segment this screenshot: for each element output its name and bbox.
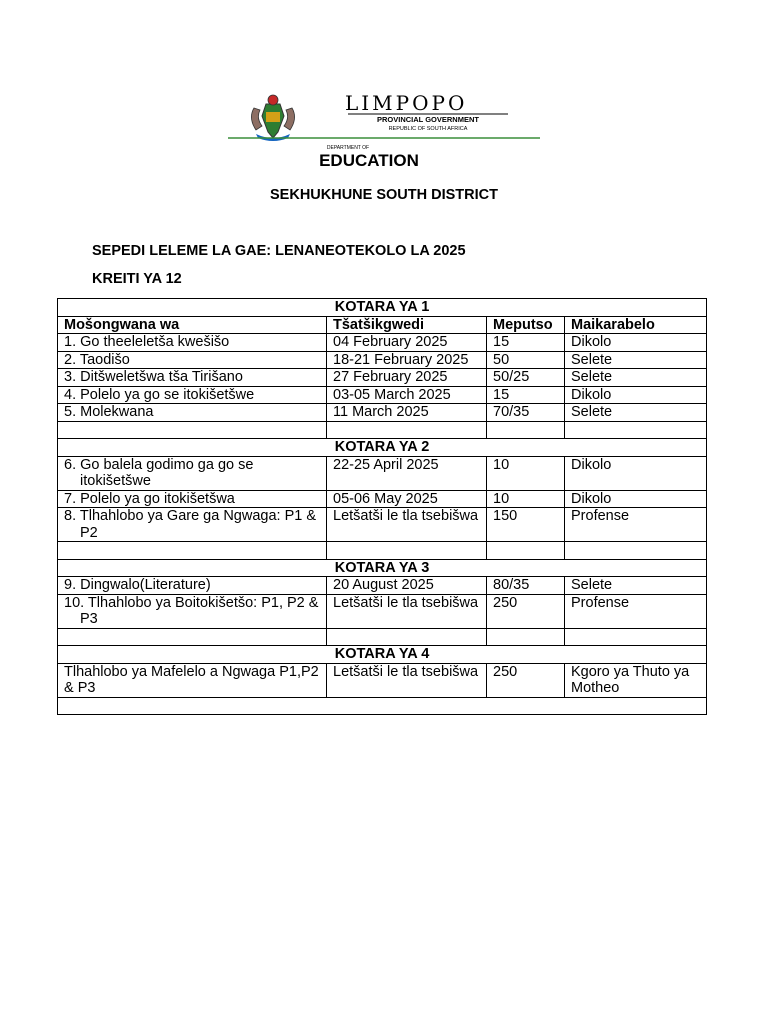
date-cell: 20 August 2025	[327, 577, 487, 595]
logo-country: REPUBLIC OF SOUTH AFRICA	[388, 126, 468, 132]
date-cell: 04 February 2025	[327, 334, 487, 352]
logo-department-of: DEPARTMENT OF	[326, 145, 370, 151]
spacer-row	[58, 421, 707, 439]
responsibility-cell: Selete	[565, 351, 707, 369]
responsibility-cell: Profense	[565, 594, 707, 628]
marks-cell: 150	[487, 508, 565, 542]
marks-cell: 15	[487, 334, 565, 352]
term-title: KOTARA YA 4	[58, 646, 707, 664]
responsibility-cell: Profense	[565, 508, 707, 542]
task-cell: 4. Polelo ya go se itokišetšwe	[58, 386, 327, 404]
spacer-row	[58, 542, 707, 560]
column-header-row	[58, 316, 707, 334]
responsibility-cell: Dikolo	[565, 386, 707, 404]
table-row	[58, 369, 707, 387]
date-cell: 22-25 April 2025	[327, 456, 487, 490]
column-header-responsibility: Maikarabelo	[565, 316, 707, 334]
term-title: KOTARA YA 3	[58, 559, 707, 577]
date-cell: 27 February 2025	[327, 369, 487, 387]
task-cell: 10. Tlhahlobo ya Boitokišetšo: P1, P2 & P3	[58, 594, 327, 628]
date-cell: Letšatši le tla tsebišwa	[327, 508, 487, 542]
marks-cell: 70/35	[487, 404, 565, 422]
column-header-marks: Meputso	[487, 316, 565, 334]
date-cell: 05-06 May 2025	[327, 490, 487, 508]
task-cell: 5. Molekwana	[58, 404, 327, 422]
table-row	[58, 577, 707, 595]
column-header-date: Tšatšikgwedi	[327, 316, 487, 334]
table-row	[58, 508, 707, 542]
task-cell: 6. Go balela godimo ga go se itokišetšwe	[58, 456, 327, 490]
table-row	[58, 594, 707, 628]
responsibility-cell: Selete	[565, 577, 707, 595]
marks-cell: 250	[487, 594, 565, 628]
task-cell: 9. Dingwalo(Literature)	[58, 577, 327, 595]
table-row	[58, 386, 707, 404]
marks-cell: 15	[487, 386, 565, 404]
date-cell: 03-05 March 2025	[327, 386, 487, 404]
responsibility-cell: Kgoro ya Thuto ya Motheo	[565, 663, 707, 697]
marks-cell: 50	[487, 351, 565, 369]
task-cell: 7. Polelo ya go itokišetšwa	[58, 490, 327, 508]
date-cell: 18-21 February 2025	[327, 351, 487, 369]
coat-of-arms-icon	[251, 95, 294, 141]
task-cell: 1. Go theeleletša kwešišo	[58, 334, 327, 352]
logo-title: LIMPOPO	[345, 91, 468, 115]
term-title: KOTARA YA 1	[58, 299, 707, 317]
spacer-row	[58, 697, 707, 715]
marks-cell: 250	[487, 663, 565, 697]
responsibility-cell: Dikolo	[565, 490, 707, 508]
logo-department: EDUCATION	[319, 151, 419, 170]
column-header-task: Mošongwana wa	[58, 316, 327, 334]
term-title: KOTARA YA 2	[58, 439, 707, 457]
district-title: SEKHUKHUNE SOUTH DISTRICT	[270, 187, 498, 203]
table-row	[58, 456, 707, 490]
table-row	[58, 334, 707, 352]
table-row	[58, 663, 707, 697]
date-cell: 11 March 2025	[327, 404, 487, 422]
term-header-row	[58, 439, 707, 457]
responsibility-cell: Selete	[565, 404, 707, 422]
spacer-row	[58, 628, 707, 646]
table-row	[58, 351, 707, 369]
date-cell: Letšatši le tla tsebišwa	[327, 594, 487, 628]
responsibility-cell: Dikolo	[565, 456, 707, 490]
term-header-row	[58, 646, 707, 664]
marks-cell: 50/25	[487, 369, 565, 387]
task-cell: Tlhahlobo ya Mafelelo a Ngwaga P1,P2 & P3	[58, 663, 327, 697]
task-cell: 3. Ditšweletšwa tša Tirišano	[58, 369, 327, 387]
date-cell: Letšatši le tla tsebišwa	[327, 663, 487, 697]
responsibility-cell: Selete	[565, 369, 707, 387]
task-cell: 8. Tlhahlobo ya Gare ga Ngwaga: P1 & P2	[58, 508, 327, 542]
marks-cell: 80/35	[487, 577, 565, 595]
term-header-row	[58, 559, 707, 577]
responsibility-cell: Dikolo	[565, 334, 707, 352]
assessment-programme-table	[57, 298, 707, 715]
subject-title: SEPEDI LELEME LA GAE: LENANEOTEKOLO LA 2025	[92, 243, 466, 259]
table-row	[58, 404, 707, 422]
limpopo-education-logo	[226, 86, 542, 178]
marks-cell: 10	[487, 456, 565, 490]
grade-title: KREITI YA 12	[92, 271, 182, 287]
logo-graphic	[226, 86, 542, 178]
marks-cell: 10	[487, 490, 565, 508]
term-header-row	[58, 299, 707, 317]
logo-subtitle: PROVINCIAL GOVERNMENT	[377, 115, 479, 124]
task-cell: 2. Taodišo	[58, 351, 327, 369]
table-row	[58, 490, 707, 508]
